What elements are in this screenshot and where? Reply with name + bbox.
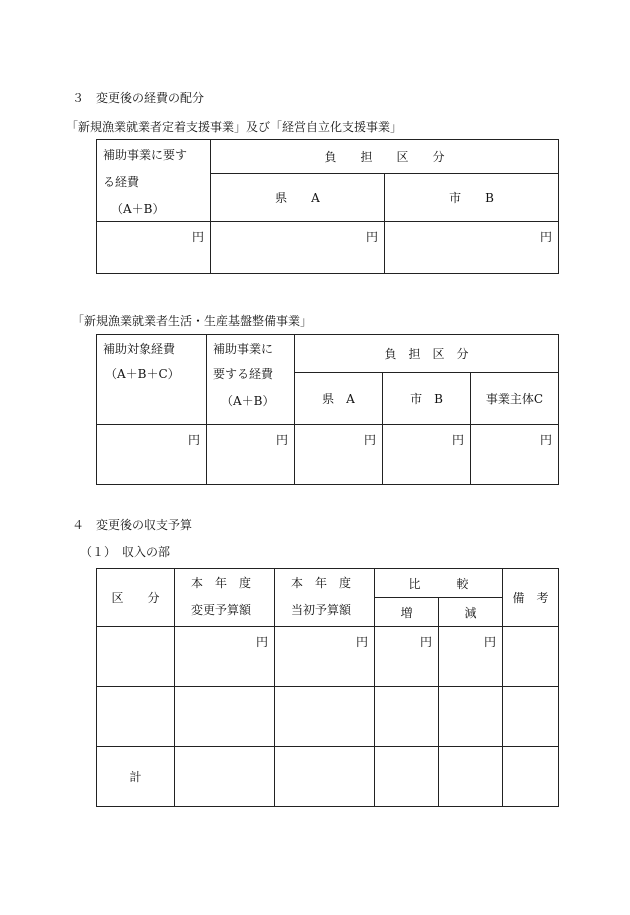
burden-division-header: 負 担 区 分 (295, 335, 559, 373)
expense-allocation-table (96, 139, 559, 274)
total-label: 計 (97, 747, 175, 807)
operator-c-header: 事業主体C (471, 373, 559, 425)
category-cell (97, 687, 175, 747)
total-decrease-cell (439, 747, 503, 807)
current-budget-cell (175, 687, 275, 747)
city-b-header: 市 B (385, 174, 559, 222)
increase-cell: 円 (375, 627, 439, 687)
total-current-cell (175, 747, 275, 807)
decrease-header: 減 (439, 598, 503, 627)
burden-division-header: 負 担 区 分 (211, 140, 559, 174)
original-budget-header: 本 年 度 当初予算額 (275, 569, 375, 627)
income-budget-table (96, 568, 559, 807)
eligible-expense-header: 補助対象経費 （A＋B＋C） (97, 335, 207, 425)
decrease-cell (439, 687, 503, 747)
section4-heading: ４ 変更後の収支予算 (72, 518, 193, 532)
eligible-expense-cell: 円 (97, 425, 207, 485)
comparison-header: 比 較 (375, 569, 503, 598)
required-expense-cell: 円 (97, 222, 211, 274)
total-remarks-cell (503, 747, 559, 807)
category-header: 区 分 (97, 569, 175, 627)
original-budget-cell: 円 (275, 627, 375, 687)
infrastructure-expense-table (96, 334, 559, 485)
required-expense-header: 補助事業に 要する経費 （A＋B） (207, 335, 295, 425)
increase-cell (375, 687, 439, 747)
prefecture-a-header: 県 A (295, 373, 383, 425)
current-budget-cell: 円 (175, 627, 275, 687)
remarks-cell (503, 687, 559, 747)
required-expense-cell: 円 (207, 425, 295, 485)
city-b-cell: 円 (383, 425, 471, 485)
category-cell (97, 627, 175, 687)
required-expense-header: 補助事業に要す る経費 （A＋B） (97, 140, 211, 222)
total-increase-cell (375, 747, 439, 807)
prefecture-a-cell: 円 (211, 222, 385, 274)
income-subheading: （１） 収入の部 (80, 545, 171, 559)
city-b-header: 市 B (383, 373, 471, 425)
section3-heading: ３ 変更後の経費の配分 (72, 91, 205, 105)
remarks-header: 備 考 (503, 569, 559, 627)
remarks-cell (503, 627, 559, 687)
operator-c-cell: 円 (471, 425, 559, 485)
city-b-cell: 円 (385, 222, 559, 274)
increase-header: 増 (375, 598, 439, 627)
prefecture-a-header: 県 A (211, 174, 385, 222)
section3-caption: 「新規漁業就業者定着支援事業」及び「経営自立化支援事業」 (66, 120, 403, 134)
total-original-cell (275, 747, 375, 807)
prefecture-a-cell: 円 (295, 425, 383, 485)
decrease-cell: 円 (439, 627, 503, 687)
original-budget-cell (275, 687, 375, 747)
section3b-caption: 「新規漁業就業者生活・生産基盤整備事業」 (72, 314, 313, 328)
current-budget-header: 本 年 度 変更予算額 (175, 569, 275, 627)
